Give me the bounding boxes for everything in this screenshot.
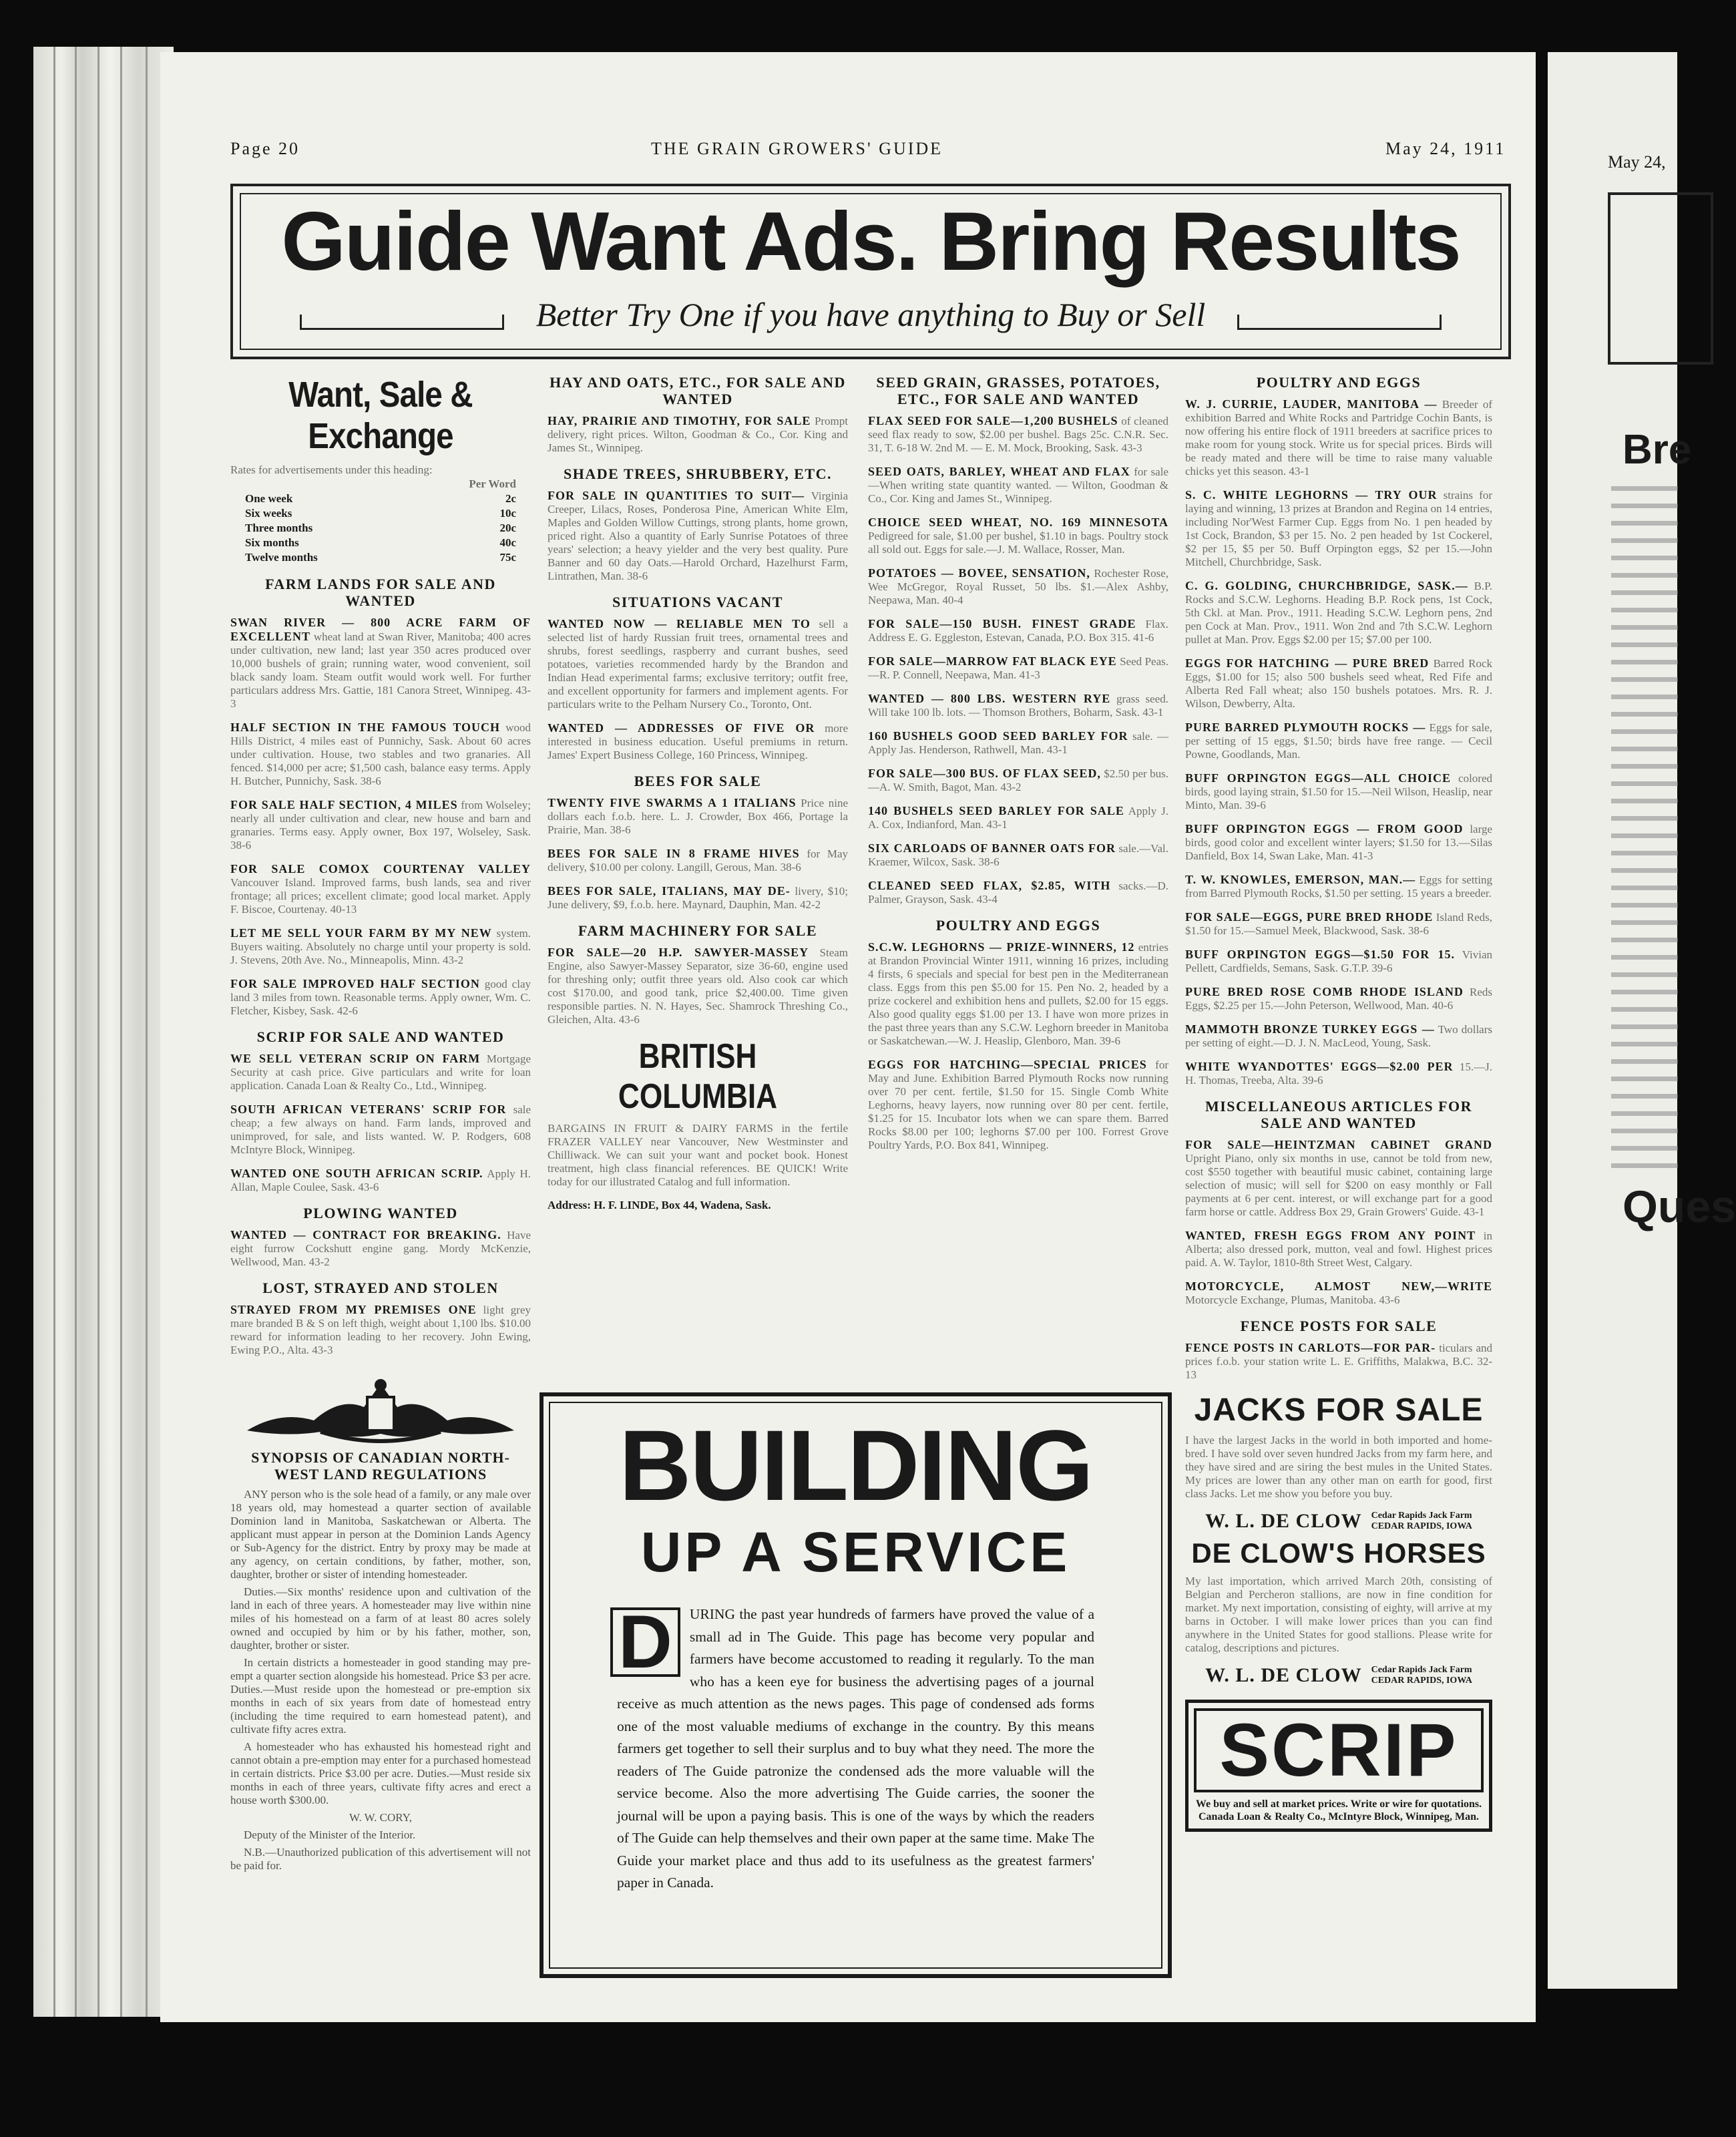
facing-page bbox=[1548, 52, 1736, 1989]
regulations-note: N.B.—Unauthorized publication of this advertisement will not be paid for. bbox=[230, 1846, 531, 1872]
classified-ad: FOR SALE HALF SECTION, 4 MILES from Wolseley; nearly all under cultivation and clear, new house and barn and granaries. Terms easy. Apply owner, Box 197, Wolseley, Sask. 38-6 bbox=[230, 798, 531, 851]
classified-ad: EGGS FOR HATCHING — PURE BRED Barred Rock Eggs, $1.00 for 15; also 500 bushels seed wheat, Red Fife and Alberta Red Fall wheat; also 150 bushels potatoes. Mrs. R. J. Wilson, Dewberry, Alta. bbox=[1185, 656, 1493, 710]
classified-ad: BEES FOR SALE, ITALIANS, MAY DE- livery, $10; June delivery, $9, f.o.b. here. Maynard, Dauphin, Man. 42-2 bbox=[548, 884, 849, 911]
regulations-paragraph: ANY person who is the sole head of a family, or any male over 18 years old, may homestead a quarter section of available Dominion land in Manitoba, Saskatchewan or Alberta. The applicant must appear in person at the Dominion Lands Agency or Sub-Agency for the district. Entry by proxy may be made at any agency, on certain conditions, by father, mother, son, daughter, brother or sister of intending homesteader. bbox=[230, 1488, 531, 1581]
rate-row: Twelve months 75c bbox=[245, 551, 516, 564]
classified-ad: FOR SALE COMOX COURTENAY VALLEY Vancouver Island. Improved farms, bush lands, sea and river frontage; all prices; excellent climate; good local market. Apply F. Biscoe, Courtenay. 40-13 bbox=[230, 862, 531, 916]
classified-ad: WANTED ONE SOUTH AFRICAN SCRIP. Apply H. Allan, Maple Coulee, Sask. 43-6 bbox=[230, 1167, 531, 1193]
section-heading-hay: HAY AND OATS, ETC., FOR SALE AND WANTED bbox=[550, 374, 846, 407]
banner-subtitle: Better Try One if you have anything to Buy or Sell bbox=[535, 296, 1206, 333]
classified-ad: STRAYED FROM MY PREMISES ONE light grey mare branded B & S on left thigh, weight about 1,100 lbs. $10.00 reward for information leading to her recovery. John Ewing, Ewing P.O., Alta. 43-3 bbox=[230, 1303, 531, 1356]
book-binding bbox=[33, 47, 174, 2017]
rates-intro: Rates for advertisements under this heading: bbox=[230, 463, 433, 476]
section-heading-poultry: POULTRY AND EGGS bbox=[1256, 374, 1422, 391]
classified-ad: HALF SECTION IN THE FAMOUS TOUCH wood Hills District, 4 miles east of Punnichy, Sask. About 60 acres under cultivation. House, two stables and two granaries. All fenced. $14,000 per acre; $1,500 cash, balance easy terms. Apply H. Butcher, Punnichy, Sask. 38-6 bbox=[230, 721, 531, 787]
regulations-signature-title: Deputy of the Minister of the Interior. bbox=[244, 1828, 416, 1841]
horses-ad-body: My last importation, which arrived March 20th, consisting of Belgian and Percheron stallions, are now in fine condition for market. My next importation, consisting of eighty, will arrive at my barns in October. I will make lower prices than you can find anywhere in the United States for good stallions. Please write for catalog, descriptions and pictures. bbox=[1185, 1575, 1492, 1654]
jacks-ad-body: I have the largest Jacks in the world in both imported and home-bred. I have sold over seven hundred Jacks from my farm here, and they have sired and are siring the best mules in the United States. My prices are lower than any other man on earth for good, first class Jacks. Let me show you before you buy. bbox=[1185, 1434, 1492, 1500]
regulations-paragraph: Duties.—Six months' residence upon and cultivation of the land in each of three years. A homesteader may live within nine miles of his homestead on a farm of at least 80 acres solely owned and occupied by him or by his father, mother, son, daughter, brother or sister. bbox=[230, 1585, 531, 1652]
rate-row: Six weeks 10c bbox=[245, 507, 516, 520]
classified-ad: S. C. WHITE LEGHORNS — TRY OUR strains for laying and winning, 13 prizes at Brandon and Regina on 14 entries, including Nor'West Farmer Cup. Eggs from No. 1 pen headed by 1st Cock, Brandon, $3 per 15. No. 2 pen headed by 1st Cockerel, $2 per 15, $5 per 50. Buff Orpington eggs, $2 per 15.—John Mitchell, Churchbridge, Sask. bbox=[1185, 488, 1492, 568]
classified-ad: W. J. CURRIE, LAUDER, MANITOBA — Breeder of exhibition Barred and White Rocks and Partridge Cochin Bants, is now offering his entire flock of 1911 breeders at sacrifice prices to make room for young stock. Write us for special prices. Birds will be ready mated and there will be time to raise many valuable chicks yet this season. 43-1 bbox=[1185, 397, 1492, 477]
classified-ad: S.C.W. LEGHORNS — PRIZE-WINNERS, 12 entries at Brandon Provincial Winter 1911, winning 16 prizes, including 4 firsts, 6 specials and special for best pen in the Mediterranean class. Eggs from this pen $5.00 for 15. Pen No. 2, headed by a prize cockerel and exhibition hens and pullets, $2.00 for 15 eggs. Also good quality eggs $1.00 per 13. I have won more prizes in the past three years than any S.C.W. Leghorn breeder in Manitoba or Saskatchewan.—W. J. Heaslip, Glenboro, Man. 39-6 bbox=[868, 940, 1169, 1047]
classified-ad: POTATOES — BOVEE, SENSATION, Rochester Rose, Wee McGregor, Royal Russet, 50 lbs. $1.—Alex Ashby, Neepawa, Man. 40-4 bbox=[868, 566, 1168, 606]
classified-ad: BUFF ORPINGTON EGGS — FROM GOOD large birds, good color and excellent winter layers; $1.50 for 13.—Silas Danfield, Box 14, Swan Lake, Man. 41-3 bbox=[1185, 822, 1492, 862]
section-heading-miscellaneous: MISCELLANEOUS ARTICLES FOR SALE AND WANTED bbox=[1205, 1098, 1473, 1131]
facing-page-heading-2: Ques bbox=[1622, 1181, 1736, 1232]
classified-ad: LET ME SELL YOUR FARM BY MY NEW system. Buyers waiting. Absolutely no charge until your property is sold. J. Stevens, 20th Ave. No., Minneapolis, Minn. 43-2 bbox=[230, 926, 531, 966]
running-title: THE GRAIN GROWERS' GUIDE bbox=[651, 139, 943, 158]
scrip-ad-body: We buy and sell at market prices. Write or wire for quotations. Canada Loan & Realty Co., McIntyre Block, Winnipeg, Man. bbox=[1195, 1798, 1482, 1822]
regulations-paragraph: A homesteader who has exhausted his homestead right and cannot obtain a pre-emption may enter for a purchased homestead in certain districts. Price $3.00 per acre. Duties.—Must reside six months in each of three years, cultivate fifty acres and erect a house worth $300.00. bbox=[230, 1740, 531, 1806]
classified-ad: FOR SALE—20 H.P. SAWYER-MASSEY Steam Engine, also Sawyer-Massey Separator, size 36-60, engine used for threshing only; outfit three years old. Also cook car which cost $170.00, and good tank, price $2,400.00. Time given responsible parties. N. N. Hayes, Sec. Shamrock Threshing Co., Gleichen, Alta. 43-6 bbox=[548, 946, 849, 1026]
coat-of-arms-icon bbox=[240, 1370, 521, 1444]
masthead-banner bbox=[230, 184, 1511, 359]
classified-ad: MAMMOTH BRONZE TURKEY EGGS — Two dollars per setting of eight.—D. J. N. MacLeod, Young, Sask. bbox=[1185, 1022, 1493, 1049]
classified-ad: FOR SALE—EGGS, PURE BRED RHODE Island Reds, $1.50 for 15.—Samuel Meek, Blackwood, Sask. 38-6 bbox=[1185, 910, 1493, 937]
rates-unit: Per Word bbox=[469, 477, 516, 490]
regulations-signature: W. W. CORY, bbox=[349, 1811, 412, 1824]
classified-ad: SIX CARLOADS OF BANNER OATS FOR sale.—Val. Kraemer, Wilcox, Sask. 38-6 bbox=[868, 841, 1168, 868]
column-1 bbox=[230, 374, 531, 1877]
classified-ad: SWAN RIVER — 800 ACRE FARM OF EXCELLENT wheat land at Swan River, Manitoba; 400 acres under cultivation, new land; last year 350 acres produced over 10,000 bushels of grain; running water, wood convenient, soil black sandy loam. Steam outfit would work well. For further particulars address Mrs. Gattie, 181 Canora Street, Winnipeg. 43-3 bbox=[230, 616, 531, 710]
facing-page-box bbox=[1608, 192, 1713, 365]
british-columbia-ad: BARGAINS IN FRUIT & DAIRY FARMS in the fertile FRAZER VALLEY near Vancouver, New Westminster and Chilliwack. We can suit your want and pocket book. Honest treatment, high class financial references. BE QUICK! Write today for our illustrated Catalog and full information. bbox=[548, 1122, 848, 1188]
column-4 bbox=[1185, 374, 1492, 1832]
scrip-ad bbox=[1185, 1700, 1492, 1832]
declow-horses-heading: DE CLOW'S HORSES bbox=[1191, 1537, 1486, 1569]
rate-row: Six months 40c bbox=[245, 536, 516, 549]
section-heading-farm-machinery: FARM MACHINERY FOR SALE bbox=[578, 922, 818, 939]
rate-row: Three months 20c bbox=[245, 522, 516, 534]
building-body: D URING the past year hundreds of farmers have proved the value of a small ad in The Guide. This page has become very popular and farmers have become accustomed to reading it regularly. To the man who has a keen eye for business the advertising pages of a journal receive as much attention as the news pages. This page of condensed ads forms one of the most valuable mediums of exchange in the country. By this means farmers get together to sell their surplus and to buy what they need. The more the readers of The Guide patronize the condensed ads the more valuable will the service become. Also the more advertising The Guide carries, the sooner the journal will be upon a paying basis. This is one of the ways by which the readers of The Guide can help themselves and their own paper at the same time. Make The Guide your market place and thus add to its usefulness as the greatest farmers' paper in Canada. bbox=[617, 1603, 1094, 1895]
building-heading: BUILDING bbox=[619, 1409, 1092, 1521]
classified-ad: PURE BARRED PLYMOUTH ROCKS — Eggs for sale, per setting of 15 eggs, $1.50; birds have free range. — Cecil Powne, Goodlands, Man. bbox=[1185, 721, 1492, 761]
section-heading-poultry: POULTRY AND EGGS bbox=[935, 917, 1101, 934]
classified-ad: FOR SALE—300 BUS. OF FLAX SEED, $2.50 per bus.—A. W. Smith, Bagot, Man. 43-2 bbox=[868, 767, 1169, 793]
classified-ad: FLAX SEED FOR SALE—1,200 BUSHELS of cleaned seed flax ready to sow, $2.00 per bushel. Bags 25c. C.N.R. Sec. 31, T. 6-18 W. 2nd M. — E. M. Mock, Brooking, Sask. 43-3 bbox=[868, 414, 1169, 454]
facing-page-heading: Bre bbox=[1622, 427, 1692, 473]
classified-ad: 140 BUSHELS SEED BARLEY FOR SALE Apply J. A. Cox, Indianford, Man. 43-1 bbox=[868, 804, 1168, 831]
classified-ad: BEES FOR SALE IN 8 FRAME HIVES for May delivery, $10.00 per colony. Langill, Gerous, Man. 38-6 bbox=[548, 847, 849, 873]
section-heading-farm-lands: FARM LANDS FOR SALE AND WANTED bbox=[265, 576, 496, 609]
regulations-title: SYNOPSIS OF CANADIAN NORTH-WEST LAND REGULATIONS bbox=[251, 1449, 510, 1483]
classified-ad: FOR SALE—HEINTZMAN CABINET GRAND Upright Piano, only six months in use, cannot be told from new, cost $550 together with beautiful music cabinet, containing large selection of music; will sell for $200 on easy monthly or Fall payments at 6 per cent. interest, or will exchange part for a good farm horse or cattle. Address Box 29, Grain Growers' Guide. 43-1 bbox=[1185, 1138, 1492, 1218]
classified-ad: C. G. GOLDING, CHURCHBRIDGE, SASK.— B.P. Rocks and S.C.W. Leghorns. Heading B.P. Rock pens, 1st Cock, 5th Ckl. at Man. Prov., 1911. Heading S.C.W. Leghorn pens, 2nd pen Cock at Man. Prov., 1911. Won 2nd and 7th S.C.W. Leghorn pullet at Man. Prov. Eggs $2.00 per 15; $7.00 per 100. bbox=[1185, 579, 1493, 646]
classified-ad: WANTED — ADDRESSES OF FIVE OR more interested in business education. Useful premiums in return. James' Expert Business College, 160 Princess, Winnipeg. bbox=[548, 721, 848, 761]
classified-ad: WANTED, FRESH EGGS FROM ANY POINT in Alberta; also dressed pork, mutton, veal and fowl. Highest prices paid. A. W. Taylor, 1810-8th Street West, Calgary. bbox=[1185, 1229, 1492, 1269]
section-heading-fence-posts: FENCE POSTS FOR SALE bbox=[1240, 1318, 1438, 1334]
homestead-regulations bbox=[230, 1449, 531, 1873]
section-heading-plowing: PLOWING WANTED bbox=[303, 1205, 458, 1221]
column-2 bbox=[548, 374, 848, 1212]
declow-signature: W. L. DE CLOW Cedar Rapids Jack Farm CEDAR RAPIDS, IOWA bbox=[1205, 1510, 1472, 1532]
regulations-paragraph: In certain districts a homesteader in good standing may pre-empt a quarter section alongside his homestead. Price $3 per acre. Duties.—Must reside upon the homestead or pre-emption six months in each of six years from date of homestead entry (including the time required to earn homestead patent), and cultivate fifty acres extra. bbox=[230, 1656, 531, 1736]
classified-ad: WHITE WYANDOTTES' EGGS—$2.00 PER 15.—J. H. Thomas, Treeba, Alta. 39-6 bbox=[1185, 1060, 1492, 1087]
drop-cap: D bbox=[610, 1607, 680, 1677]
section-heading-shade-trees: SHADE TREES, SHRUBBERY, ETC. bbox=[564, 465, 832, 482]
classified-ad: FENCE POSTS IN CARLOTS—FOR PAR- ticulars and prices f.o.b. your station write L. E. Griffiths, Malakwa, B.C. 32-13 bbox=[1185, 1341, 1492, 1381]
classified-ad: EGGS FOR HATCHING—SPECIAL PRICES for May and June. Exhibition Barred Plymouth Rocks now running over 70 per cent. fertile, $1.50 for 15. Single Comb White Leghorns, heavy layers, now running over 80 per cent. fertile, $1.25 for 15. Incubator lots when we can spare them. Barred Rocks $8.00 per 100; leghorns $7.00 per 100. Forrest Grove Poultry Yards, P.O. Box 841, Winnipeg. bbox=[868, 1058, 1168, 1151]
section-heading-situations: SITUATIONS VACANT bbox=[612, 594, 783, 610]
facing-page-date: May 24, bbox=[1608, 152, 1666, 172]
classified-ad: CHOICE SEED WHEAT, NO. 169 MINNESOTA Pedigreed for sale, $1.00 per bushel, $1.10 in bags. Poultry stock all sold out. Eggs for sale.—J. M. Wallace, Rosser, Man. bbox=[868, 516, 1168, 556]
classified-ad: TWENTY FIVE SWARMS A 1 ITALIANS Price nine dollars each f.o.b. here. L. J. Crowder, Box 466, Portage la Prairie, Man. 38-6 bbox=[548, 796, 848, 836]
declow-signature-2: W. L. DE CLOW Cedar Rapids Jack Farm CEDAR RAPIDS, IOWA bbox=[1205, 1664, 1472, 1686]
want-sale-exchange-heading: Want, Sale & Exchange bbox=[288, 375, 473, 456]
page-number: Page 20 bbox=[230, 139, 300, 158]
classified-ad: 160 BUSHELS GOOD SEED BARLEY FOR sale. — Apply Jas. Henderson, Rathwell, Man. 43-1 bbox=[868, 729, 1169, 756]
section-heading-bees: BEES FOR SALE bbox=[634, 773, 762, 789]
classified-ad: HAY, PRAIRIE AND TIMOTHY, FOR SALE Prompt delivery, right prices. Wilton, Goodman & Co., Cor. King and James St., Winnipeg. bbox=[548, 414, 848, 454]
british-columbia-address: Address: H. F. LINDE, Box 44, Wadena, Sask. bbox=[548, 1199, 771, 1211]
classified-ad: WANTED — 800 LBS. WESTERN RYE grass seed. Will take 100 lb. lots. — Thomson Brothers, Boharm, Sask. 43-1 bbox=[868, 692, 1169, 719]
section-heading-scrip: SCRIP FOR SALE AND WANTED bbox=[256, 1028, 505, 1045]
classified-ad: T. W. KNOWLES, EMERSON, MAN.— Eggs for setting from Barred Plymouth Rocks, $1.50 per setting. 15 years a breeder. bbox=[1185, 873, 1493, 900]
classified-ad: WE SELL VETERAN SCRIP ON FARM Mortgage Security at cash price. Give particulars and write for loan application. Canada Loan & Realty Co., Ltd., Winnipeg. bbox=[230, 1052, 531, 1092]
column-3 bbox=[868, 374, 1168, 1162]
classified-ad: FOR SALE—MARROW FAT BLACK EYE Seed Peas.—R. P. Connell, Neepawa, Man. 41-3 bbox=[868, 654, 1169, 681]
scrip-heading: SCRIP bbox=[1194, 1708, 1484, 1792]
rates-table bbox=[230, 463, 531, 565]
section-heading-lost: LOST, STRAYED AND STOLEN bbox=[262, 1280, 499, 1296]
jacks-for-sale-heading: JACKS FOR SALE bbox=[1194, 1392, 1484, 1428]
banner-title: Guide Want Ads. Bring Results bbox=[281, 196, 1460, 288]
classified-ad: WANTED NOW — RELIABLE MEN TO sell a selected list of hardy Russian fruit trees, ornamental trees and shrubs, forest seedlings, raspberry and currant bushes, seed potatoes, varieties recommended hardy by the Brandon and Indian Head experimental farms; exclusive territory; outfit free, and excellent opportunity for farmers and implement agents. For particulars write to the Pelham Nursery Co., Toronto, Ont. bbox=[548, 617, 849, 711]
classified-ad: SOUTH AFRICAN VETERANS' SCRIP FOR sale cheap; a few always on hand. Farm lands, improved and unimproved, for sale, and lists wanted. W. P. Rodgers, 608 McIntyre Block, Winnipeg. bbox=[230, 1103, 531, 1156]
section-heading-seed-grain: SEED GRAIN, GRASSES, POTATOES, ETC., FOR SALE AND WANTED bbox=[876, 374, 1160, 407]
classified-ad: BUFF ORPINGTON EGGS—ALL CHOICE colored birds, good laying strain, $1.50 for 15.—Neil Wilson, Heaslip, near Minto, Man. 39-6 bbox=[1185, 771, 1493, 811]
classified-ad: BUFF ORPINGTON EGGS—$1.50 FOR 15. Vivian Pellett, Cardfields, Semans, Sask. G.T.P. 39-6 bbox=[1185, 948, 1492, 974]
facing-page-text bbox=[1611, 486, 1678, 1181]
classified-ad: PURE BRED ROSE COMB RHODE ISLAND Reds Eggs, $2.25 per 15.—John Peterson, Wellwood, Man. 40-6 bbox=[1185, 985, 1493, 1012]
classified-ad: MOTORCYCLE, ALMOST NEW,—WRITE Motorcycle Exchange, Plumas, Manitoba. 43-6 bbox=[1185, 1280, 1492, 1306]
issue-date: May 24, 1911 bbox=[1385, 139, 1506, 158]
rate-row: One week 2c bbox=[245, 492, 516, 505]
classified-ad: FOR SALE IN QUANTITIES TO SUIT— Virginia Creeper, Lilacs, Roses, Ponderosa Pine, American White Elm, Maples and Golden Willow Cuttings, strong plants, home grown, priced right. Also a quantity of Early Sunrise Potatoes of three years' selection; a heavy yielder and the very best quality. Pure Banner and 60 day Oats.—Harold Orchard, Hazelhurst Farm, Lintrathen, Man. 38-6 bbox=[548, 489, 848, 582]
building-service-box bbox=[539, 1392, 1172, 1978]
classified-ad: FOR SALE—150 BUSH. FINEST GRADE Flax. Address E. G. Eggleston, Estevan, Canada, P.O. Box 315. 41-6 bbox=[868, 617, 1169, 644]
up-a-service-heading: UP A SERVICE bbox=[640, 1521, 1071, 1583]
classified-ad: CLEANED SEED FLAX, $2.85, WITH sacks.—D. Palmer, Grayson, Sask. 43-4 bbox=[868, 879, 1168, 906]
classified-ad: FOR SALE IMPROVED HALF SECTION good clay land 3 miles from town. Reasonable terms. Apply owner, Wm. C. Fletcher, Kisbey, Sask. 42-6 bbox=[230, 977, 531, 1017]
classified-ad: WANTED — CONTRACT FOR BREAKING. Have eight furrow Cockshutt engine gang. Mordy McKenzie, Wellwood, Man. 43-2 bbox=[230, 1228, 531, 1268]
classified-ad: SEED OATS, BARLEY, WHEAT AND FLAX for sale—When writing state quantity wanted. — Wilton, Goodman & Co., Cor. King and James St., Winnipeg. bbox=[868, 465, 1168, 505]
british-columbia-heading: BRITISH COLUMBIA bbox=[618, 1037, 778, 1116]
